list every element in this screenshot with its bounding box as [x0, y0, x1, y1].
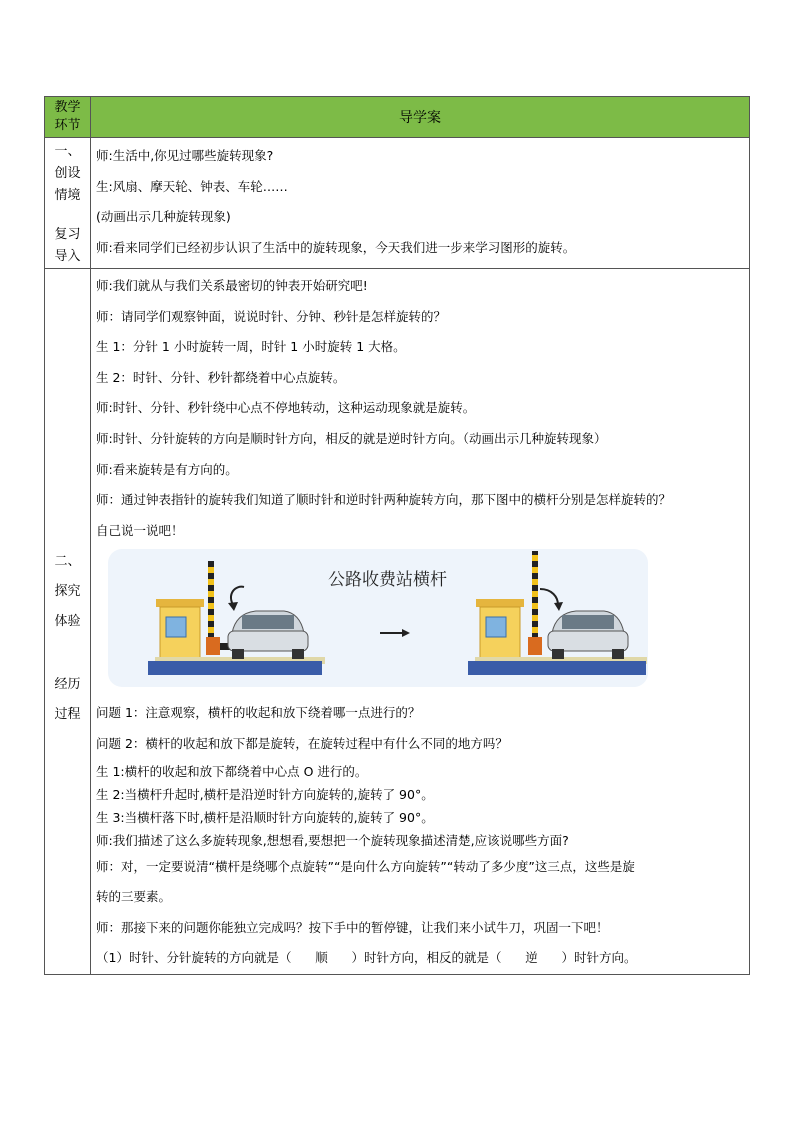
question-text: （1）时针、分针旋转的方向就是（ [96, 950, 292, 966]
lesson-table [44, 96, 750, 975]
plan-title: 导学案 [399, 110, 441, 126]
header-row [45, 97, 750, 138]
text-line: 自己说一说吧！ [96, 522, 184, 538]
section-2-row [45, 269, 750, 975]
text-line: 转的三要素。 [96, 889, 172, 905]
text-line: 问题 1：注意观察，横杆的收起和放下绕着哪一点进行的？ [96, 705, 421, 721]
text-line: 师:我们描述了这么多旋转现象,想想看,要想把一个旋转现象描述清楚,应该说哪些方面? [96, 832, 569, 848]
lesson-plan-sheet [44, 96, 750, 975]
text-line: 生 3:当横杆落下时,横杆是沿顺时针方向旋转的,旋转了 90°。 [96, 809, 434, 825]
answer-blank-2: 逆 [525, 950, 538, 966]
text-line: 师：通过钟表指针的旋转我们知道了顺时针和逆时针两种旋转方向，那下图中的横杆分别是怎样旋转的？ [96, 492, 672, 508]
text-line: 生 1:横杆的收起和放下都绕着中心点 O 进行的。 [96, 763, 368, 779]
section-2-label [45, 269, 91, 975]
section-2-label-line: 二、 [54, 554, 81, 569]
section-2-label-line: 体验 [54, 614, 81, 629]
text-line: 生 2：时针、分针、秒针都绕着中心点旋转。 [96, 369, 346, 385]
text-line: 师:时针、分针旋转的方向是顺时针方向，相反的就是逆时针方向。（动画出示几种旋转现象） [96, 430, 607, 446]
text-line: 师:时针、分针、秒针绕中心点不停地转动，这种运动现象就是旋转。 [96, 400, 476, 416]
section-1-label-line: 创设 [54, 166, 81, 181]
question-text: ）时针方向，相反的就是（ [351, 950, 502, 966]
section-1-content [91, 138, 750, 269]
text-line: 生 1：分针 1 小时旋转一周，时针 1 小时旋转 1 大格。 [96, 339, 406, 355]
text-line: 师:生活中,你见过哪些旋转现象? [96, 148, 274, 163]
section-1-label-line: 复习 [54, 227, 81, 242]
text-line: 师：对，一定要说清“横杆是绕哪个点旋转”“是向什么方向旋转”“转动了多少度”这三点，这些是旋 [96, 858, 635, 874]
question-text: ）时针方向。 [561, 950, 637, 966]
answer-blank-1: 顺 [315, 950, 328, 966]
text-line: 问题 2：横杆的收起和放下都是旋转，在旋转过程中有什么不同的地方吗？ [96, 735, 508, 751]
toll-gate-figure [108, 549, 648, 689]
section-2-label-line: 探究 [54, 584, 81, 599]
text-line: 师:看来同学们已经初步认识了生活中的旋转现象，今天我们进一步来学习图形的旋转。 [96, 239, 576, 255]
text-line: 师:看来旋转是有方向的。 [96, 461, 238, 477]
text-line: 生 2:当横杆升起时,横杆是沿逆时针方向旋转的,旋转了 90°。 [96, 786, 434, 802]
figure-caption: 公路收费站横杆 [328, 570, 447, 591]
section-1-label-line: 情境 [54, 188, 81, 203]
stage-header-label: 教学 环节 [54, 100, 81, 133]
text-line: 师:我们就从与我们关系最密切的钟表开始研究吧! [96, 278, 368, 293]
section-1-label-line: 一、 [54, 144, 81, 159]
section-1-label-line: 导入 [54, 249, 81, 264]
text-line: 师：那接下来的问题你能独立完成吗？按下手中的暂停键，让我们来小试牛刀，巩固一下吧！ [96, 919, 609, 935]
fill-in-question [96, 943, 744, 974]
plan-title-cell [91, 97, 750, 138]
text-line: 生:风扇、摩天轮、钟表、车轮…… [96, 178, 288, 194]
text-line: 师：请同学们观察钟面，说说时针、分钟、秒针是怎样旋转的？ [96, 308, 447, 324]
section-2-label-line: 过程 [54, 707, 81, 722]
section-2-label-line: 经历 [54, 677, 81, 692]
text-line: (动画出示几种旋转现象) [96, 209, 231, 225]
section-1-label [45, 138, 91, 269]
stage-header-cell [45, 97, 91, 138]
section-1-row [45, 138, 750, 269]
section-2-content [91, 269, 750, 975]
